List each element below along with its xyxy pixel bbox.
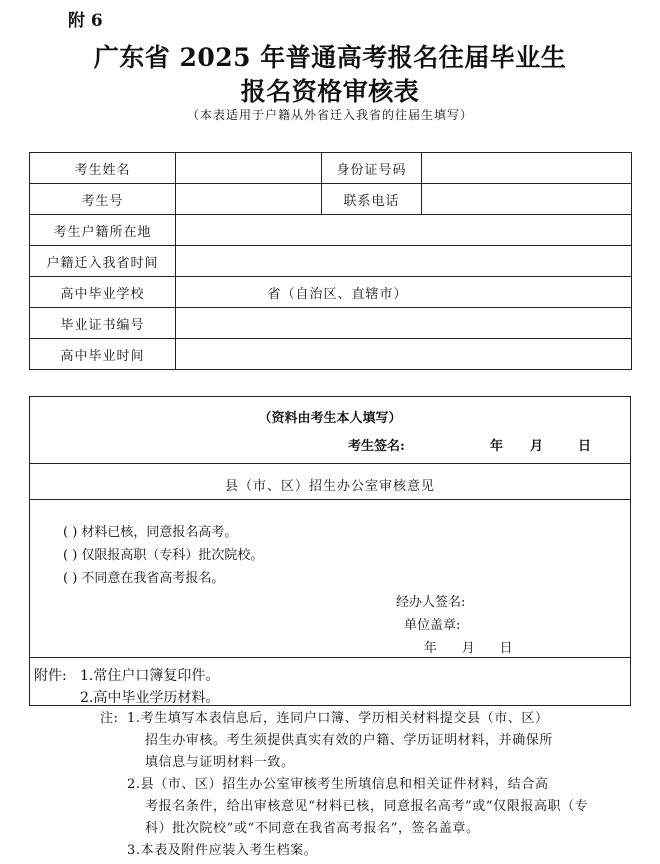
divider [30, 463, 630, 464]
grad-time-label: 高中毕业时间 [30, 339, 176, 370]
note-2-line-1: 2.县（市、区）招生办公室审核考生所填信息和相关证件材料，结合高 [127, 777, 549, 792]
note-1-line-3: 填信息与证明材料一致。 [145, 755, 295, 770]
review-option-approve[interactable]: ( ) 材料已核，同意报名高考。 [63, 525, 238, 540]
review-option-reject[interactable]: ( ) 不同意在我省高考报名。 [63, 571, 225, 586]
document-title-line2: 报名资格审核表 [240, 77, 420, 106]
signature-year: 年 [490, 439, 504, 454]
exam-number-label: 考生号 [30, 184, 176, 215]
name-label: 考生姓名 [30, 153, 176, 184]
review-option-vocational-only[interactable]: ( ) 仅限报高职（专科）批次院校。 [63, 548, 264, 563]
note-3: 3.本表及附件应装入考生档案。 [127, 843, 318, 858]
id-number-field[interactable] [422, 153, 632, 184]
hukou-move-time-field[interactable] [176, 246, 632, 277]
table-row [30, 339, 632, 370]
signature-month: 月 [530, 439, 544, 454]
table-row [30, 215, 632, 246]
table-row [30, 308, 632, 339]
school-label: 高中毕业学校 [30, 277, 176, 308]
school-province-text: 省（自治区、直辖市） [267, 286, 408, 302]
attachment-number: 附 6 [68, 11, 103, 31]
hukou-place-field[interactable] [176, 215, 632, 246]
cert-number-field[interactable] [176, 308, 632, 339]
table-row [30, 277, 632, 308]
name-field[interactable] [176, 153, 322, 184]
notes-label: 注: [100, 711, 119, 726]
signature-day: 日 [578, 439, 592, 454]
table-row [30, 153, 632, 184]
attachment-item-1: 1.常住户口簿复印件。 [80, 668, 220, 684]
phone-label: 联系电话 [322, 184, 422, 215]
hukou-place-label: 考生户籍所在地 [30, 215, 176, 246]
self-fill-heading: （资料由考生本人填写） [258, 411, 402, 426]
divider [30, 499, 630, 500]
unit-seal-label: 单位盖章: [404, 618, 461, 633]
attachments-box [29, 657, 631, 706]
handler-signature-label: 经办人签名: [396, 595, 466, 610]
phone-field[interactable] [422, 184, 632, 215]
school-field[interactable] [176, 277, 632, 308]
note-1-line-1: 1.考生填写本表信息后，连同户口簿、学历相关材料提交县（市、区） [127, 711, 549, 726]
self-fill-and-review-box [29, 396, 631, 658]
cert-number-label: 毕业证书编号 [30, 308, 176, 339]
note-1-line-2: 招生办审核。考生须提供真实有效的户籍、学历证明材料，并确保所 [145, 733, 554, 748]
exam-number-field[interactable] [176, 184, 322, 215]
table-row [30, 246, 632, 277]
document-title-line1: 广东省 2025 年普通高考报名往届毕业生 [93, 43, 567, 72]
id-number-label: 身份证号码 [322, 153, 422, 184]
attachments-label: 附件: [34, 668, 67, 684]
attachment-item-2: 2.高中毕业学历材料。 [80, 690, 220, 706]
table-row [30, 184, 632, 215]
document-subtitle: （本表适用于户籍从外省迁入我省的往届生填写） [186, 108, 473, 122]
note-2-line-2: 考报名条件，给出审核意见“材料已核，同意报名高考”或“仅限报高职（专 [145, 799, 589, 814]
review-heading: 县（市、区）招生办公室审核意见 [224, 479, 435, 494]
hukou-move-time-label: 户籍迁入我省时间 [30, 246, 176, 277]
note-2-line-3: 科）批次院校”或“不同意在我省高考报名”，签名盖章。 [145, 821, 480, 836]
signature-label: 考生签名: [348, 439, 405, 454]
review-date: 年 月 日 [424, 641, 513, 656]
grad-time-field[interactable] [176, 339, 632, 370]
applicant-info-table [29, 152, 632, 370]
